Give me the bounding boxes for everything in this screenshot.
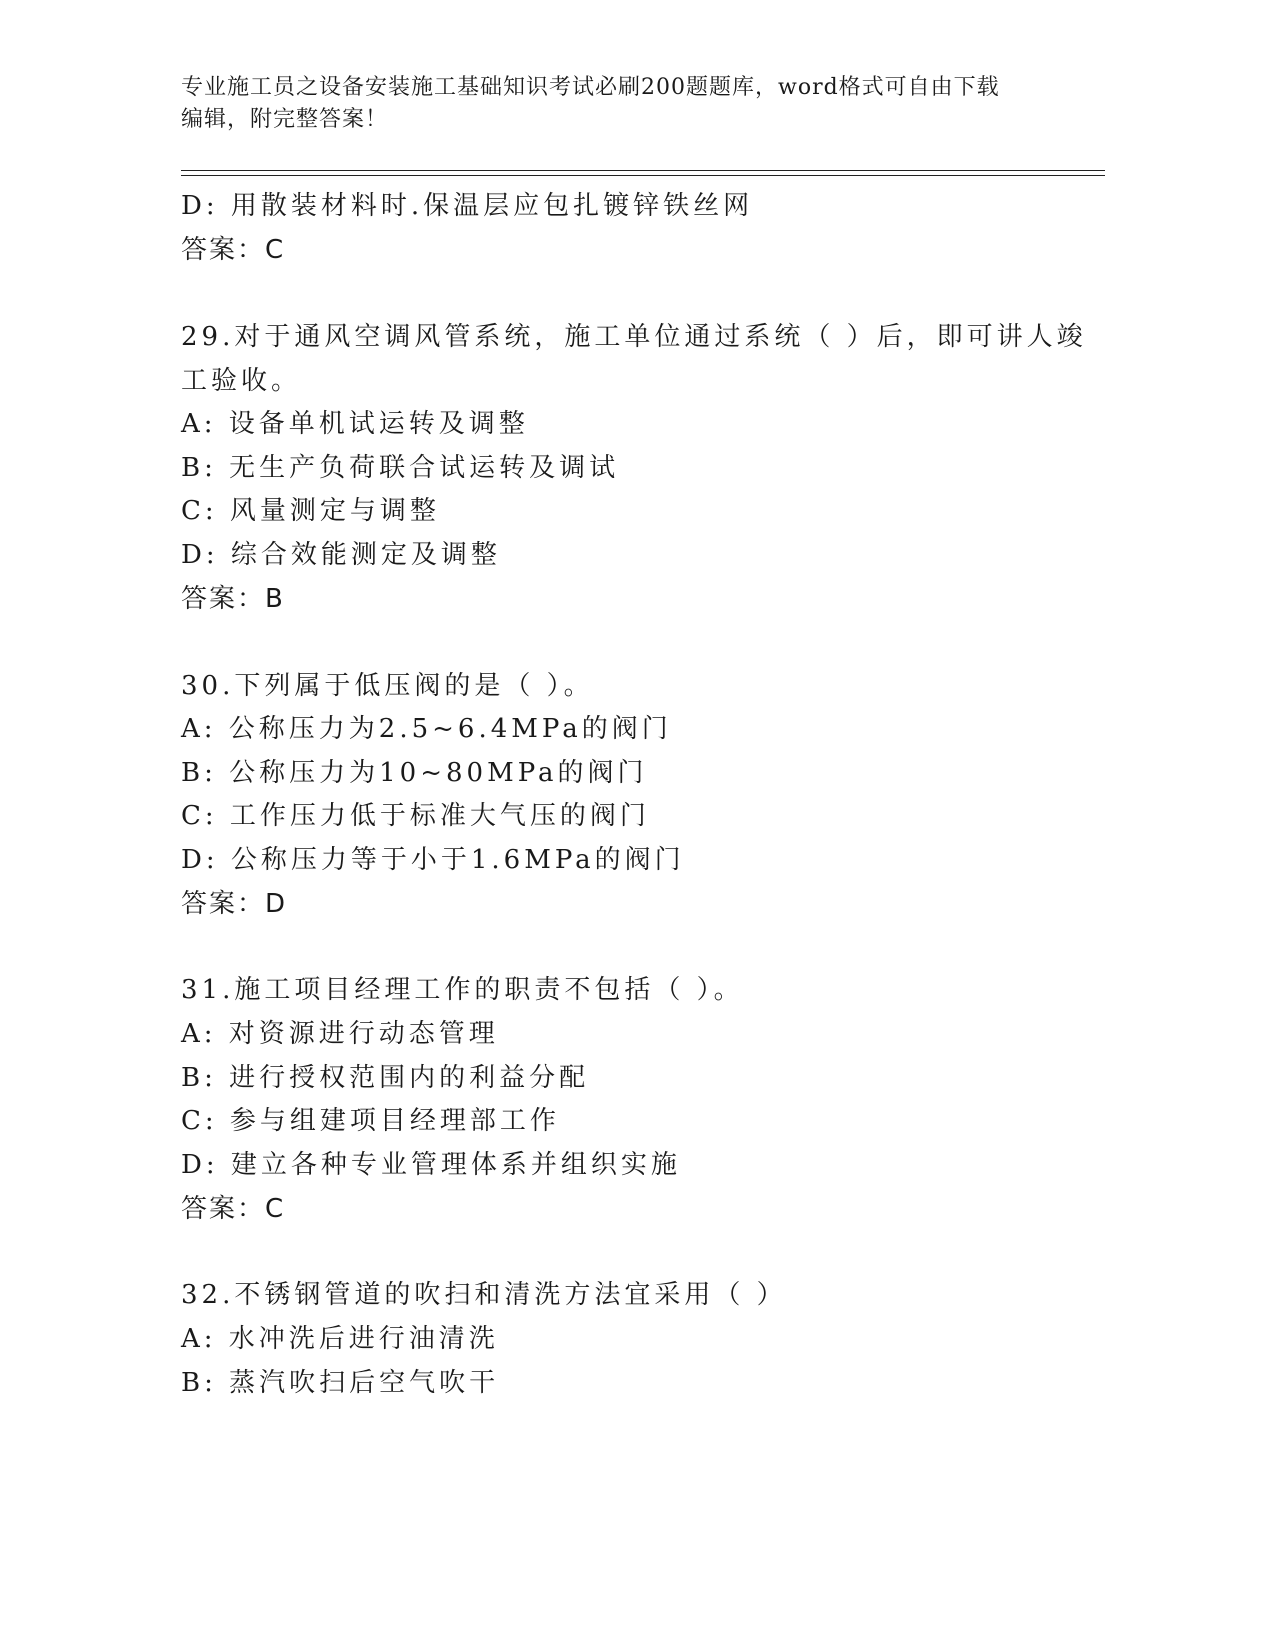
header-divider-top (181, 170, 1105, 171)
q28-option-d: D: 用散装材料时.保温层应包扎镀锌铁丝网 (181, 191, 754, 221)
q31-option-b: B: 进行授权范围内的利益分配 (181, 1063, 590, 1093)
q29-stem-line-1: 29.对于通风空调风管系统，施工单位通过系统（ ）后，即可讲人竣 (181, 322, 1087, 352)
q32-option-b: B: 蒸汽吹扫后空气吹干 (181, 1368, 500, 1398)
q29-stem-line-2: 工验收。 (181, 366, 302, 396)
q30-answer: 答案：D (181, 889, 288, 919)
q29-option-b: B: 无生产负荷联合试运转及调试 (181, 453, 620, 483)
q30-option-d: D: 公称压力等于小于1.6MPa的阀门 (181, 845, 685, 875)
q31-option-c: C: 参与组建项目经理部工作 (181, 1106, 560, 1136)
q31-answer: 答案：C (181, 1194, 286, 1224)
q29-option-d: D: 综合效能测定及调整 (181, 540, 501, 570)
header-divider-bottom (181, 175, 1105, 176)
q31-option-d: D: 建立各种专业管理体系并组织实施 (181, 1150, 681, 1180)
q32-stem: 32.不锈钢管道的吹扫和清洗方法宜采用（ ） (181, 1280, 787, 1310)
header-line-1: 专业施工员之设备安装施工基础知识考试必刷200题题库，word格式可自由下载 (181, 75, 1000, 100)
q29-answer: 答案：B (181, 584, 285, 614)
document-header (181, 72, 1041, 136)
q31-stem: 31.施工项目经理工作的职责不包括（ ）。 (181, 975, 744, 1005)
q30-option-b: B: 公称压力为10~80MPa的阀门 (181, 758, 648, 788)
q30-stem: 30.下列属于低压阀的是（ ）。 (181, 671, 594, 701)
q29-option-a: A: 设备单机试运转及调整 (181, 409, 529, 439)
q32-option-a: A: 水冲洗后进行油清洗 (181, 1324, 499, 1354)
q30-option-a: A: 公称压力为2.5~6.4MPa的阀门 (181, 714, 672, 744)
q29-option-c: C: 风量测定与调整 (181, 496, 440, 526)
q28-answer: 答案：C (181, 235, 286, 265)
q30-option-c: C: 工作压力低于标准大气压的阀门 (181, 801, 650, 831)
header-line-2: 编辑，附完整答案！ (181, 107, 389, 132)
q31-option-a: A: 对资源进行动态管理 (181, 1019, 499, 1049)
